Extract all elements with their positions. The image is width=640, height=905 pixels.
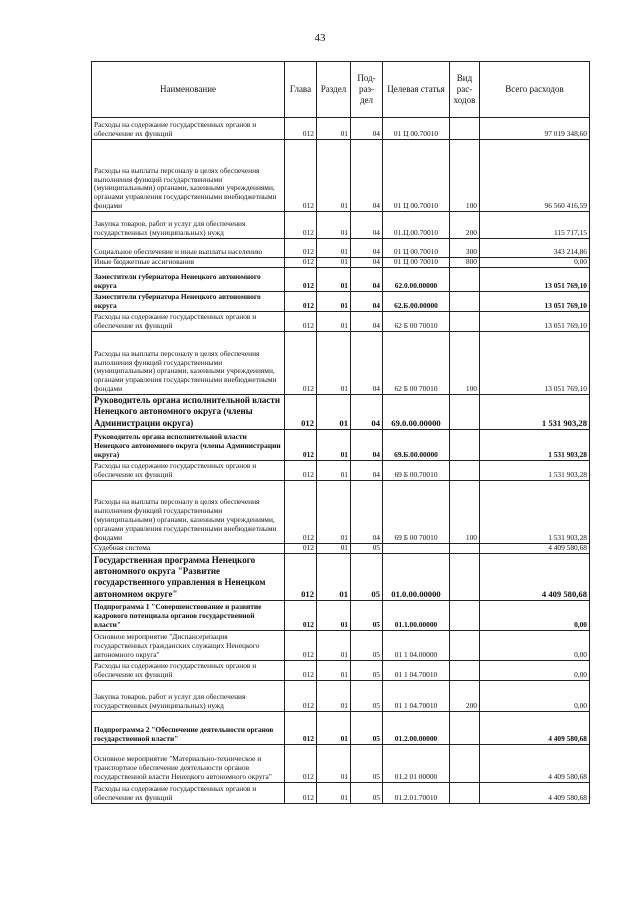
cell-section: 01 <box>317 744 351 782</box>
table-row <box>92 480 590 543</box>
cell-total: 97 019 348,60 <box>480 118 590 140</box>
cell-subsection: 04 <box>351 332 383 395</box>
cell-subsection: 04 <box>351 460 383 480</box>
cell-expense-type <box>450 118 480 140</box>
cell-name: Судебная система <box>92 543 285 553</box>
cell-section: 01 <box>317 660 351 680</box>
cell-section: 01 <box>317 460 351 480</box>
cell-name: Иные бюджетные ассигнования <box>92 258 285 268</box>
table-row <box>92 711 590 744</box>
cell-section: 01 <box>317 140 351 212</box>
budget-table <box>91 61 590 804</box>
cell-chapter: 012 <box>285 429 317 460</box>
cell-target-item: 01 1 04.70010 <box>383 660 450 680</box>
cell-name: Закупка товаров, работ и услуг для обеспечения государственных (муниципальных) нужд <box>92 680 285 711</box>
cell-expense-type <box>450 312 480 332</box>
cell-expense-type <box>450 429 480 460</box>
cell-chapter: 012 <box>285 332 317 395</box>
cell-target-item: 01.Ц.00.70010 <box>383 212 450 239</box>
cell-name: Расходы на содержание государственных органов и обеспечение их функций <box>92 312 285 332</box>
cell-section: 01 <box>317 268 351 292</box>
cell-expense-type: 200 <box>450 680 480 711</box>
cell-total: 115 717,15 <box>480 212 590 239</box>
cell-total: 4 409 580,68 <box>480 543 590 553</box>
cell-total: 0,00 <box>480 680 590 711</box>
cell-target-item: 01 Ц 00 70010 <box>383 258 450 268</box>
cell-section: 01 <box>317 332 351 395</box>
cell-subsection: 04 <box>351 140 383 212</box>
cell-target-item: 62 Б 00 70010 <box>383 332 450 395</box>
table-body <box>92 118 590 804</box>
cell-expense-type <box>450 744 480 782</box>
cell-section: 01 <box>317 600 351 630</box>
cell-subsection: 04 <box>351 212 383 239</box>
cell-target-item: 01 1 04.00000 <box>383 630 450 660</box>
cell-section: 01 <box>317 258 351 268</box>
cell-chapter: 012 <box>285 543 317 553</box>
cell-expense-type <box>450 630 480 660</box>
cell-expense-type <box>450 660 480 680</box>
cell-section: 01 <box>317 782 351 803</box>
cell-section: 01 <box>317 118 351 140</box>
cell-total: 13 051 769,10 <box>480 332 590 395</box>
table-row <box>92 312 590 332</box>
cell-chapter: 012 <box>285 312 317 332</box>
header-target-item: Целевая статья <box>383 62 450 118</box>
cell-section: 01 <box>317 543 351 553</box>
cell-target-item: 62.Б.00.00000 <box>383 292 450 312</box>
cell-chapter: 012 <box>285 680 317 711</box>
table-row <box>92 429 590 460</box>
cell-subsection: 05 <box>351 600 383 630</box>
cell-target-item: 69.Б.00.00000 <box>383 429 450 460</box>
cell-target-item <box>383 543 450 553</box>
cell-total: 0,00 <box>480 660 590 680</box>
cell-section: 01 <box>317 630 351 660</box>
cell-expense-type <box>450 782 480 803</box>
cell-chapter: 012 <box>285 711 317 744</box>
cell-name: Подпрограмма 2 "Обеспечение деятельности органов государственной власти" <box>92 711 285 744</box>
header-section: Раздел <box>317 62 351 118</box>
cell-name: Подпрограмма 1 "Совершенствование и развитие кадрового потенциала органов государственной власти" <box>92 600 285 630</box>
table-row <box>92 258 590 268</box>
cell-chapter: 012 <box>285 212 317 239</box>
table-row <box>92 782 590 803</box>
cell-total: 1 531 903,28 <box>480 429 590 460</box>
cell-name: Расходы на содержание государственных органов и обеспечение их функций <box>92 782 285 803</box>
header-expense-type: Вид рас-ходов <box>450 62 480 118</box>
table-row <box>92 660 590 680</box>
cell-chapter: 012 <box>285 660 317 680</box>
cell-target-item: 01.1.00.00000 <box>383 600 450 630</box>
table-row <box>92 118 590 140</box>
cell-section: 01 <box>317 429 351 460</box>
table-row <box>92 543 590 553</box>
cell-subsection: 05 <box>351 543 383 553</box>
table-row <box>92 553 590 600</box>
cell-total: 0,00 <box>480 600 590 630</box>
table-row <box>92 395 590 430</box>
table-row <box>92 292 590 312</box>
cell-target-item: 62.0.00.00000 <box>383 268 450 292</box>
cell-expense-type: 300 <box>450 239 480 258</box>
table-row <box>92 744 590 782</box>
cell-section: 01 <box>317 680 351 711</box>
table-header-row <box>92 62 590 118</box>
cell-total: 96 560 416,59 <box>480 140 590 212</box>
cell-name: Расходы на выплаты персоналу в целях обеспечения выполнения функций государственными (муниципальными) органами, казенными учреждениями, органами управления государственными внебюджетными фондами <box>92 332 285 395</box>
cell-total: 4 409 580,68 <box>480 744 590 782</box>
table-row <box>92 460 590 480</box>
table-row <box>92 630 590 660</box>
cell-section: 01 <box>317 553 351 600</box>
cell-section: 01 <box>317 212 351 239</box>
cell-expense-type: 100 <box>450 140 480 212</box>
cell-expense-type: 100 <box>450 480 480 543</box>
header-subsection: Под-раз-дел <box>351 62 383 118</box>
cell-name: Основное мероприятие "Диспансеризация государственных гражданских служащих Ненецкого автономного округа" <box>92 630 285 660</box>
cell-target-item: 01 1 04.70010 <box>383 680 450 711</box>
cell-subsection: 05 <box>351 782 383 803</box>
table-row <box>92 600 590 630</box>
cell-expense-type: 800 <box>450 258 480 268</box>
table-row <box>92 332 590 395</box>
cell-chapter: 012 <box>285 782 317 803</box>
cell-target-item: 01 Ц 00.70010 <box>383 118 450 140</box>
table-row <box>92 268 590 292</box>
cell-subsection: 04 <box>351 480 383 543</box>
cell-total: 4 409 580,68 <box>480 711 590 744</box>
cell-chapter: 012 <box>285 600 317 630</box>
cell-total: 13 051 769,10 <box>480 312 590 332</box>
table-row <box>92 239 590 258</box>
cell-chapter: 012 <box>285 553 317 600</box>
cell-expense-type <box>450 292 480 312</box>
cell-subsection: 04 <box>351 429 383 460</box>
cell-chapter: 012 <box>285 395 317 430</box>
cell-total: 0,00 <box>480 630 590 660</box>
cell-expense-type <box>450 460 480 480</box>
cell-target-item: 01.2.00.00000 <box>383 711 450 744</box>
cell-total: 1 531 903,28 <box>480 395 590 430</box>
cell-target-item: 01.2.01.70010 <box>383 782 450 803</box>
cell-chapter: 012 <box>285 630 317 660</box>
cell-name: Руководитель органа исполнительной власти Ненецкого автономного округа (члены Администрации округа) <box>92 429 285 460</box>
cell-subsection: 04 <box>351 312 383 332</box>
cell-name: Расходы на содержание государственных органов и обеспечение их функций <box>92 118 285 140</box>
cell-target-item: 01 Ц 00.70010 <box>383 239 450 258</box>
cell-total: 1 531 903,28 <box>480 480 590 543</box>
header-total: Всего расходов <box>480 62 590 118</box>
cell-chapter: 012 <box>285 292 317 312</box>
cell-section: 01 <box>317 292 351 312</box>
cell-name: Руководитель органа исполнительной власти Ненецкого автономного округа (члены Администрации округа) <box>92 395 285 430</box>
cell-chapter: 012 <box>285 239 317 258</box>
cell-name: Закупка товаров, работ и услуг для обеспечения государственных (муниципальных) нужд <box>92 212 285 239</box>
cell-subsection: 05 <box>351 553 383 600</box>
cell-subsection: 04 <box>351 292 383 312</box>
cell-target-item: 62 Б 00 70010 <box>383 312 450 332</box>
cell-subsection: 04 <box>351 268 383 292</box>
cell-target-item: 69 Б 00 70010 <box>383 480 450 543</box>
cell-total: 13 051 769,10 <box>480 292 590 312</box>
cell-subsection: 05 <box>351 744 383 782</box>
page-number: 43 <box>314 32 326 44</box>
cell-chapter: 012 <box>285 744 317 782</box>
cell-total: 4 409 580,68 <box>480 553 590 600</box>
cell-expense-type <box>450 395 480 430</box>
cell-subsection: 05 <box>351 660 383 680</box>
cell-target-item: 01 Ц 00.70010 <box>383 140 450 212</box>
cell-target-item: 69.0.00.00000 <box>383 395 450 430</box>
cell-name: Социальное обеспечение и иные выплаты населению <box>92 239 285 258</box>
header-name: Наименование <box>92 62 285 118</box>
cell-total: 13 051 769,10 <box>480 268 590 292</box>
cell-name: Государственная программа Ненецкого автономного округа "Развитие государственного управления в Ненецком автономном округе" <box>92 553 285 600</box>
cell-expense-type: 200 <box>450 212 480 239</box>
cell-section: 01 <box>317 239 351 258</box>
cell-section: 01 <box>317 395 351 430</box>
cell-expense-type <box>450 268 480 292</box>
cell-chapter: 012 <box>285 258 317 268</box>
cell-subsection: 05 <box>351 680 383 711</box>
cell-expense-type: 100 <box>450 332 480 395</box>
cell-section: 01 <box>317 312 351 332</box>
cell-subsection: 04 <box>351 239 383 258</box>
header-chapter: Глава <box>285 62 317 118</box>
cell-target-item: 69 Б 00.70010 <box>383 460 450 480</box>
table-row <box>92 680 590 711</box>
cell-expense-type <box>450 711 480 744</box>
cell-section: 01 <box>317 711 351 744</box>
cell-name: Расходы на выплаты персоналу в целях обеспечения выполнения функций государственными (муниципальными) органами, казенными учреждениями, органами управления государственными внебюджетными фондами <box>92 480 285 543</box>
cell-subsection: 04 <box>351 395 383 430</box>
cell-name: Основное мероприятие "Материально-техническое и транспортное обеспечение деятельности органов государственной власти Ненецкого автономного округа" <box>92 744 285 782</box>
cell-total: 0,00 <box>480 258 590 268</box>
cell-section: 01 <box>317 480 351 543</box>
cell-total: 1 531 903,28 <box>480 460 590 480</box>
cell-name: Расходы на содержание государственных органов и обеспечение их функций <box>92 460 285 480</box>
cell-expense-type <box>450 600 480 630</box>
table-row <box>92 212 590 239</box>
cell-chapter: 012 <box>285 118 317 140</box>
cell-subsection: 05 <box>351 630 383 660</box>
cell-target-item: 01.2 01 00000 <box>383 744 450 782</box>
cell-name: Расходы на выплаты персоналу в целях обеспечения выполнения функций государственными (муниципальными) органами, казенными учреждениями, органами управления государственными внебюджетными фондами <box>92 140 285 212</box>
cell-expense-type <box>450 553 480 600</box>
cell-total: 4 409 580,68 <box>480 782 590 803</box>
cell-subsection: 04 <box>351 118 383 140</box>
cell-target-item: 01.0.00.00000 <box>383 553 450 600</box>
cell-name: Заместители губернатора Ненецкого автономного округа <box>92 292 285 312</box>
cell-total: 343 214,86 <box>480 239 590 258</box>
table-row <box>92 140 590 212</box>
cell-subsection: 04 <box>351 258 383 268</box>
cell-subsection: 05 <box>351 711 383 744</box>
cell-name: Заместители губернатора Ненецкого автономного округа <box>92 268 285 292</box>
cell-chapter: 012 <box>285 460 317 480</box>
cell-name: Расходы на содержание государственных органов и обеспечение их функций <box>92 660 285 680</box>
cell-expense-type <box>450 543 480 553</box>
cell-chapter: 012 <box>285 140 317 212</box>
cell-chapter: 012 <box>285 480 317 543</box>
cell-chapter: 012 <box>285 268 317 292</box>
